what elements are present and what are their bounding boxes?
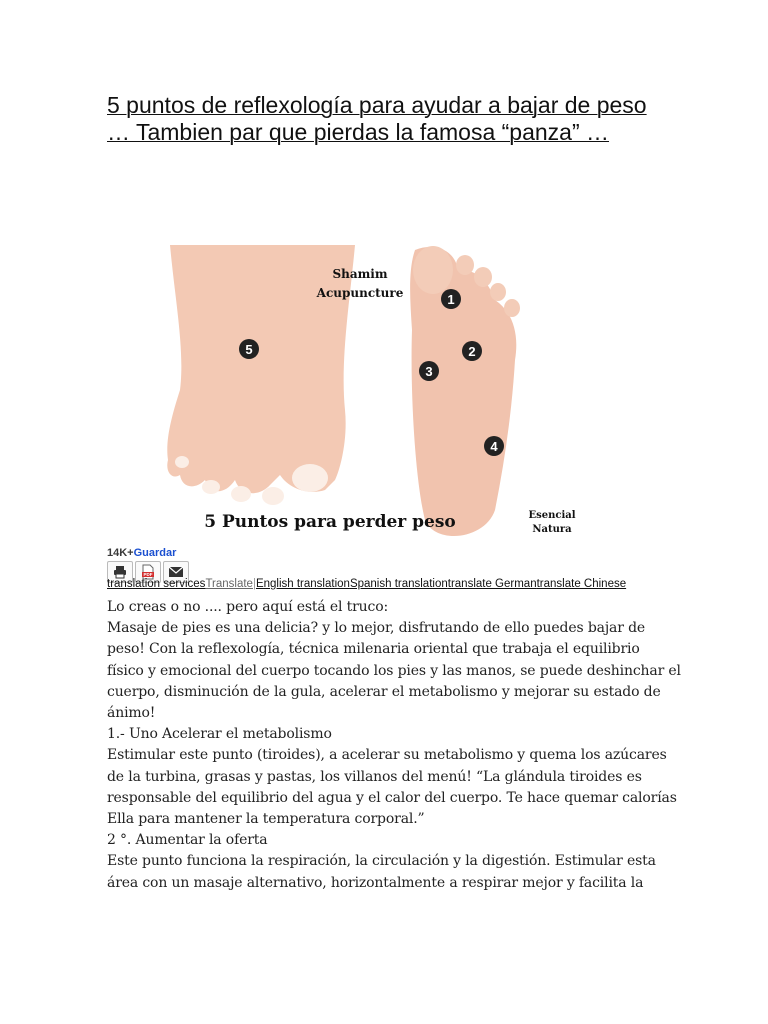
body-line: de la turbina, grasas y pastas, los villanos del menú! “La glándula tiroides es xyxy=(107,768,642,785)
svg-text:PDF: PDF xyxy=(143,572,153,577)
svg-text:3: 3 xyxy=(425,364,433,379)
body-line: Estimular este punto (tiroides), a acelerar su metabolismo y quema los azúcares xyxy=(107,747,667,764)
reflexology-feet-image xyxy=(160,240,580,540)
svg-text:2: 2 xyxy=(468,344,476,359)
article-title[interactable] xyxy=(107,92,667,146)
svg-text:4: 4 xyxy=(490,439,498,454)
point-4 xyxy=(484,436,504,456)
body-line: cuerpo, disminución de la gula, acelerar el metabolismo y mejorar su estado de xyxy=(107,683,661,700)
brand-top-line-1: Shamim xyxy=(332,267,388,281)
share-count: 14K+ xyxy=(107,547,134,559)
body-line: Este punto funciona la respiración, la circulación y la digestión. Estimular esta xyxy=(107,853,656,870)
figure-caption: 5 Puntos para perder peso xyxy=(204,512,456,532)
brand-bottom-line-2: Natura xyxy=(532,524,572,535)
title-line-1: 5 puntos de reflexología para ayudar a bajar de peso xyxy=(107,92,647,118)
body-line: responsable del equilibrio del agua y el calor del cuerpo. Te hace quemar calorías xyxy=(107,789,677,806)
save-button[interactable]: Guardar xyxy=(133,547,177,559)
translation-services-link[interactable]: translation services xyxy=(107,578,206,590)
chinese-translation-link[interactable]: translate Chinese xyxy=(536,578,627,590)
point-1 xyxy=(441,289,461,309)
body-line: físico y emocional del cuerpo tocando los pies y las manos, se puede deshinchar el xyxy=(107,662,681,679)
brand-bottom-line-1: Esencial xyxy=(528,510,576,521)
point-5 xyxy=(239,339,259,359)
share-counter[interactable] xyxy=(107,547,176,559)
body-line: 1.- Uno Acelerar el metabolismo xyxy=(107,726,332,743)
body-line: 2 °. Aumentar la oferta xyxy=(107,832,268,849)
body-line: área con un masaje alternativo, horizontalmente a respirar mejor y facilita la xyxy=(107,874,644,891)
point-3 xyxy=(419,361,439,381)
email-icon xyxy=(168,566,184,578)
body-line: ánimo! xyxy=(107,705,156,722)
german-translation-link[interactable]: translate German xyxy=(447,578,537,590)
foot-sole-illustration xyxy=(410,246,520,536)
body-line: Masaje de pies es una delicia? y lo mejor, disfrutando de ello puedes bajar de xyxy=(107,620,646,637)
svg-text:1: 1 xyxy=(447,292,455,307)
body-line: peso! Con la reflexología, técnica milenaria oriental que trabaja el equilibrio xyxy=(107,641,640,658)
translate-link[interactable]: Translate xyxy=(205,578,253,590)
english-translation-link[interactable]: English translation xyxy=(255,578,350,590)
point-2 xyxy=(462,341,482,361)
print-icon xyxy=(113,565,127,579)
body-line: Ella para mantener la temperatura corporal.” xyxy=(107,811,425,828)
foot-top-illustration xyxy=(167,245,355,505)
brand-top-line-2: Acupuncture xyxy=(316,286,404,300)
svg-text:5: 5 xyxy=(245,342,253,357)
spanish-translation-link[interactable]: Spanish translation xyxy=(349,578,448,590)
translation-links: translation servicesTranslate|English translationSpanish translationtranslate Germantranslate Chinese xyxy=(107,578,627,590)
title-line-2: … Tambien par que pierdas la famosa “panza” … xyxy=(107,119,610,145)
article-body xyxy=(107,597,681,894)
body-line: Lo creas o no .... pero aquí está el truco: xyxy=(107,599,389,615)
